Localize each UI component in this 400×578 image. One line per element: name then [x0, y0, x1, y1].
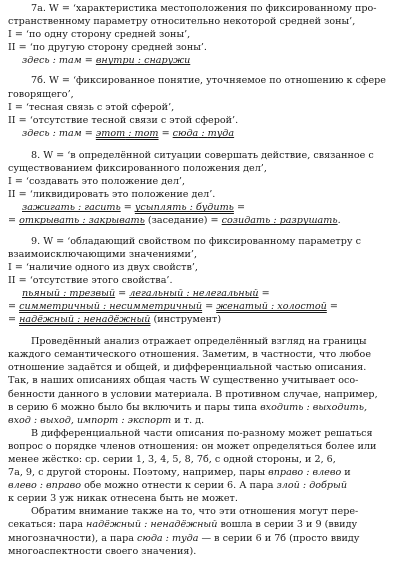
equals-sign: = — [81, 55, 96, 67]
paragraph-text: — в серии 6 и 7б (просто ввиду — [198, 532, 360, 544]
section-7b-examples — [8, 127, 390, 140]
section-7a-definition-line-2: странственному параметру относительно некоторой средней зоны’, — [8, 16, 356, 28]
section-8-examples-line-1 — [8, 201, 390, 214]
paragraph-line — [8, 414, 390, 427]
example-word: сюда — [172, 127, 199, 139]
example-pair: симметричный : несимметричный — [19, 300, 203, 312]
example-note: (заседание) = — [144, 215, 222, 227]
equals-sign: = — [326, 300, 338, 312]
example-pair: пьяный : трезвый — [22, 287, 116, 299]
example-pair: усыплять : будить — [134, 202, 234, 214]
example-pair: созидать : разрушать — [221, 215, 338, 227]
paragraph-line: бенности данного в условии материала. В противном случае, например, — [8, 388, 378, 400]
section-7a-examples — [8, 54, 390, 67]
example-word: снаружи — [144, 55, 191, 67]
paragraph-line — [8, 532, 390, 545]
section-8-definition-line-1: 8. W = ‘в определённой ситуации совершать действие, связанное с — [31, 149, 374, 161]
example-pair: здесь : там — [22, 127, 82, 139]
equals-sign: = — [158, 127, 173, 139]
paragraph-text: секаться: пара — [8, 519, 87, 531]
example-word: туда — [207, 127, 235, 139]
paragraph-text: вошла в серии 3 и 9 (ввиду — [217, 519, 358, 531]
paragraph-line: каждого семантического отношения. Заметим, в частности, что любое — [8, 349, 372, 361]
equals-sign: = — [233, 202, 245, 214]
paragraph-line: вопрос о порядке членов отношения: он может определяться более или — [8, 440, 377, 452]
equals-sign: = — [202, 300, 217, 312]
paragraph-line: менее жёстко: ср. серии 1, 3, 4, 5, 8, 7б, с одной стороны, и 2, 6, — [8, 454, 336, 465]
paragraph-line: отношение задаётся и общей, и дифференциальной частью описания. — [8, 362, 367, 374]
equals-sign: = — [115, 287, 130, 299]
example-note: (инструмент) — [150, 314, 222, 326]
section-8-case-1: I = ‘создавать это положение дел’, — [8, 176, 186, 188]
example-word: тот — [134, 127, 159, 139]
example-pair: злой : добрый — [276, 480, 348, 492]
example-pair: легальный : нелегальный — [129, 287, 259, 299]
example-pair: женатый : холостой — [216, 300, 327, 312]
section-7a-definition-line-1: 7а. W = ‘характеристика местоположения по фиксированному про- — [31, 3, 377, 14]
section-8-examples-line-2 — [8, 214, 390, 227]
paragraph-text: 7а, 9, с другой стороны. Поэтому, например, пары — [8, 467, 269, 479]
separator: : — [198, 127, 208, 139]
paragraph-analysis — [8, 335, 390, 427]
separator: : — [125, 127, 135, 139]
equals-sign: = — [120, 202, 135, 214]
section-7b-case-2: II = ‘отсутствие тесной связи с этой сферой’. — [8, 114, 239, 126]
paragraph-text: многозначности), а пара — [8, 532, 138, 544]
example-pair: надёжный : ненадёжный — [19, 314, 151, 326]
paragraph-text: в серию 6 можно было бы включить и пары типа — [8, 401, 261, 413]
equals-sign: = — [258, 287, 270, 299]
section-8-case-2: II = ‘ликвидировать это положение дел’. — [8, 189, 216, 201]
example-word: этот — [95, 127, 126, 139]
example-pair: надёжный : ненадёжный — [86, 519, 218, 531]
paragraph-text: и т. д. — [171, 414, 205, 426]
example-pair: зажигать : гасить — [22, 202, 121, 214]
example-pair: вход : выход, импорт : экспорт — [8, 414, 172, 426]
example-word: внутри — [95, 55, 135, 67]
section-7b-definition-line-1: 7б. W = ‘фиксированное понятие, уточняемое по отношению к сфере — [31, 75, 386, 87]
paragraph-line: Обратим внимание также на то, что эти отношения могут пере- — [31, 506, 359, 518]
paragraph-line — [8, 466, 390, 479]
section-8 — [8, 149, 390, 228]
equals-sign: = — [81, 127, 96, 139]
section-9-case-2: II = ‘отсутствие этого свойства’. — [8, 274, 173, 286]
section-7a — [8, 2, 390, 67]
paragraph-line — [8, 479, 390, 492]
paragraph-line: В дифференциальной части описания по-разному может решаться — [31, 427, 373, 439]
equals-sign: = — [8, 314, 20, 326]
section-7b-case-1: I = ‘тесная связь с этой сферой’, — [8, 101, 175, 113]
equals-sign: = — [8, 300, 20, 312]
paragraph-line: Проведённый анализ отражает определённый взгляд на границы — [31, 336, 367, 348]
section-9-examples-line-3 — [8, 313, 390, 326]
example-pair: влево : вправо — [8, 480, 82, 492]
section-7a-case-2: II = ‘по другую сторону средней зоны’. — [8, 42, 207, 54]
paragraph-differential — [8, 427, 390, 506]
example-pair: сюда : туда — [137, 532, 199, 544]
section-9 — [8, 235, 390, 327]
section-9-definition-line-2: взаимоисключающими значениями’, — [8, 248, 197, 260]
paragraph-line — [8, 401, 390, 414]
section-9-examples-line-1 — [8, 287, 390, 300]
example-pair: входить : выходить, — [260, 401, 367, 413]
example-pair: здесь : там — [22, 55, 82, 67]
paragraph-intersection — [8, 505, 390, 557]
section-8-definition-line-2: существованием фиксированного положения дел’, — [8, 163, 267, 175]
paragraph-line: Так, в наших описаниях общая часть W существенно учитывает осо- — [8, 375, 359, 387]
equals-sign: = — [8, 215, 20, 227]
paragraph-text: и — [341, 467, 351, 479]
section-9-examples-line-2 — [8, 300, 390, 313]
section-9-definition-line-1: 9. W = ‘обладающий свойством по фиксированному параметру с — [31, 235, 361, 247]
period: . — [337, 215, 341, 227]
section-7b — [8, 74, 390, 139]
example-pair: открывать : закрывать — [19, 215, 145, 227]
example-pair: вправо : влево — [268, 467, 342, 479]
section-9-case-1: I = ‘наличие одного из двух свойств’, — [8, 261, 198, 273]
paragraph-text: обе можно отнести к серии 6. А пара — [81, 480, 277, 492]
section-7a-case-1: I = ‘по одну сторону средней зоны’, — [8, 29, 191, 41]
separator: : — [134, 55, 145, 67]
paragraph-line: к серии 3 уж никак отнесена быть не может. — [8, 493, 238, 505]
paragraph-line: многоаспектности своего значения). — [8, 545, 197, 557]
section-7b-definition-line-2: говорящего’, — [8, 88, 74, 100]
paragraph-line — [8, 518, 390, 531]
